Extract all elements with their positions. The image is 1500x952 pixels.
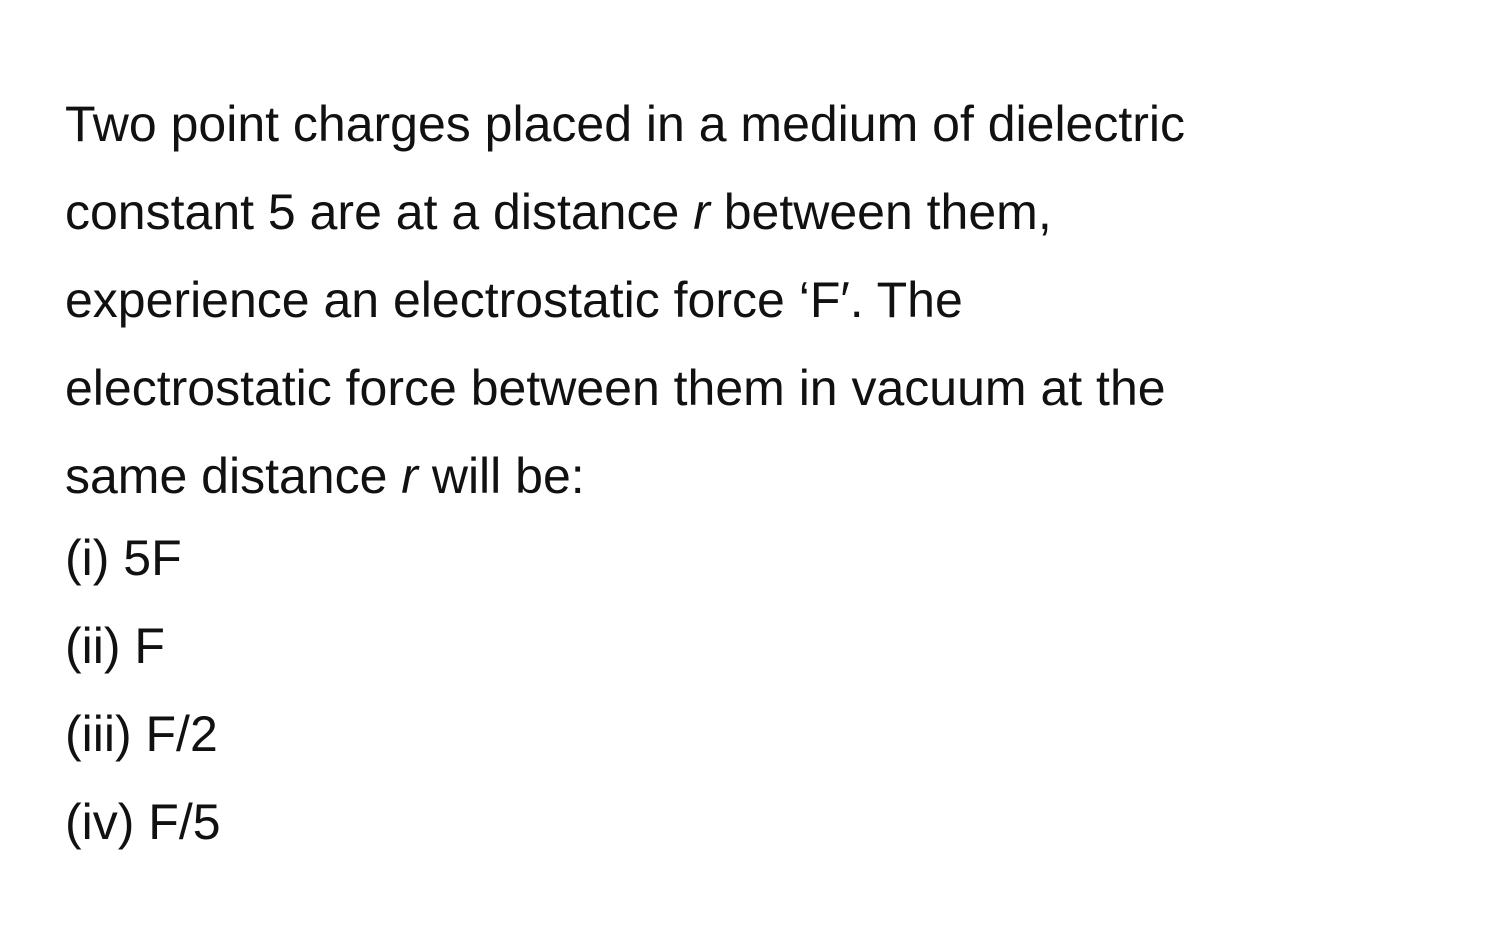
question-line-2-start: constant 5 are at a distance	[65, 184, 694, 240]
question-line-5-end: will be:	[417, 448, 585, 504]
question-line-4: electrostatic force between them in vacuum at the	[65, 360, 1166, 416]
question-line-2-end: between them,	[709, 184, 1052, 240]
question-stem	[65, 80, 1445, 520]
option-iii[interactable]: (iii) F/2	[65, 706, 218, 762]
answer-options	[65, 514, 1445, 866]
question-line-5	[65, 432, 1445, 520]
option-iv[interactable]: (iv) F/5	[65, 794, 221, 850]
question-line-5-start: same distance	[65, 448, 402, 504]
question-line-3: experience an electrostatic force ‘F′. The	[65, 272, 963, 328]
option-ii[interactable]: (ii) F	[65, 618, 165, 674]
question-card	[65, 80, 1445, 866]
question-line-2	[65, 168, 1445, 256]
question-line-1: Two point charges placed in a medium of dielectric	[65, 96, 1186, 152]
distance-variable: r	[693, 184, 710, 240]
option-i[interactable]: (i) 5F	[65, 530, 182, 586]
distance-variable-repeat: r	[401, 448, 418, 504]
